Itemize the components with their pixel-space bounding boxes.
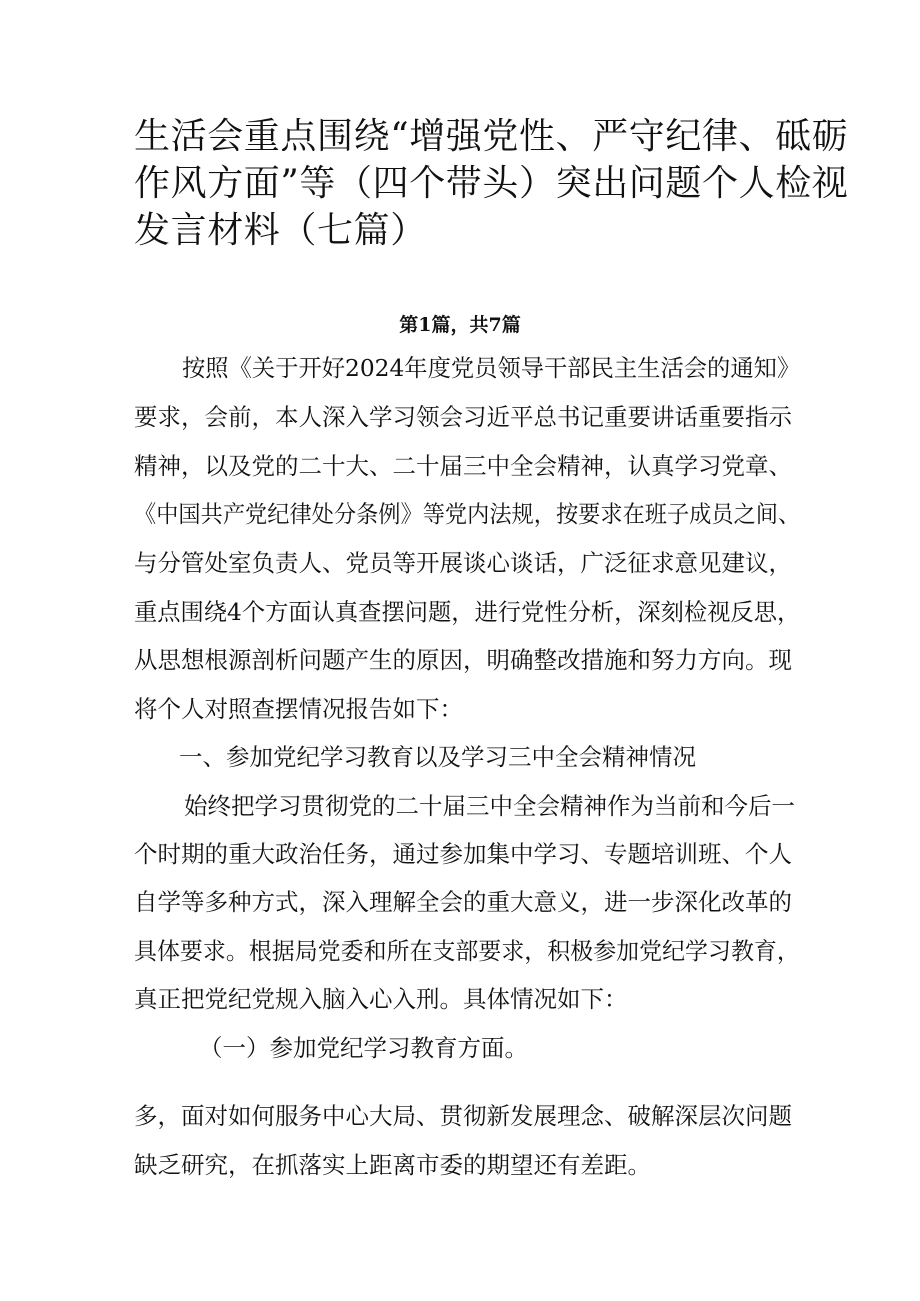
title-line: 发言材料（七篇） [134,210,427,251]
text-line: 重点围绕4个方面认真查摆问题，进行党性分析，深刻检视反思， [134,598,801,626]
title-line: 作风方面”等（四个带头）突出问题个人检视 [134,163,849,204]
text-line: 个时期的重大政治任务，通过参加集中学习、专题培训班、个人 [134,840,792,868]
document-title [134,113,849,254]
text-line: 按照《关于开好2024年度党员领导干部民主生活会的通知》 [182,354,801,382]
text-line: 始终把学习贯彻党的二十届三中全会精神作为当前和今后一 [184,792,795,820]
text-line: 多，面对如何服务中心大局、贯彻新发展理念、破解深层次问题 [134,1102,792,1130]
text-line: 具体要求。根据局党委和所在支部要求，积极参加党纪学习教育， [134,937,800,965]
text-line: 将个人对照查摆情况报告如下： [134,695,463,723]
text-line: 《中国共产党纪律处分条例》等党内法规，按要求在班子成员之间、 [134,500,801,528]
text-line: 从思想根源剖析问题产生的原因，明确整改措施和努力方向。现 [134,646,792,674]
text-line: 自学等多种方式，深入理解全会的重大意义，进一步深化改革的 [134,888,792,916]
part-label: 第1篇，共7篇 [399,314,521,336]
title-line: 生活会重点围绕“增强党性、严守纪律、砥砺 [134,116,849,157]
text-line: 要求，会前，本人深入学习领会习近平总书记重要讲话重要指示 [134,403,792,431]
subsection-heading: （一）参加党纪学习教育方面。 [199,1034,528,1062]
text-line: 缺乏研究，在抓落实上距离市委的期望还有差距。 [134,1151,651,1179]
text-line: 与分管处室负责人、党员等开展谈心谈话，广泛征求意见建议， [134,549,792,577]
text-line: 精神，以及党的二十大、二十届三中全会精神，认真学习党章、 [134,452,792,480]
text-line: 真正把党纪党规入脑入心入刑。具体情况如下： [134,985,628,1013]
section-heading: 一、参加党纪学习教育以及学习三中全会精神情况 [179,743,696,771]
